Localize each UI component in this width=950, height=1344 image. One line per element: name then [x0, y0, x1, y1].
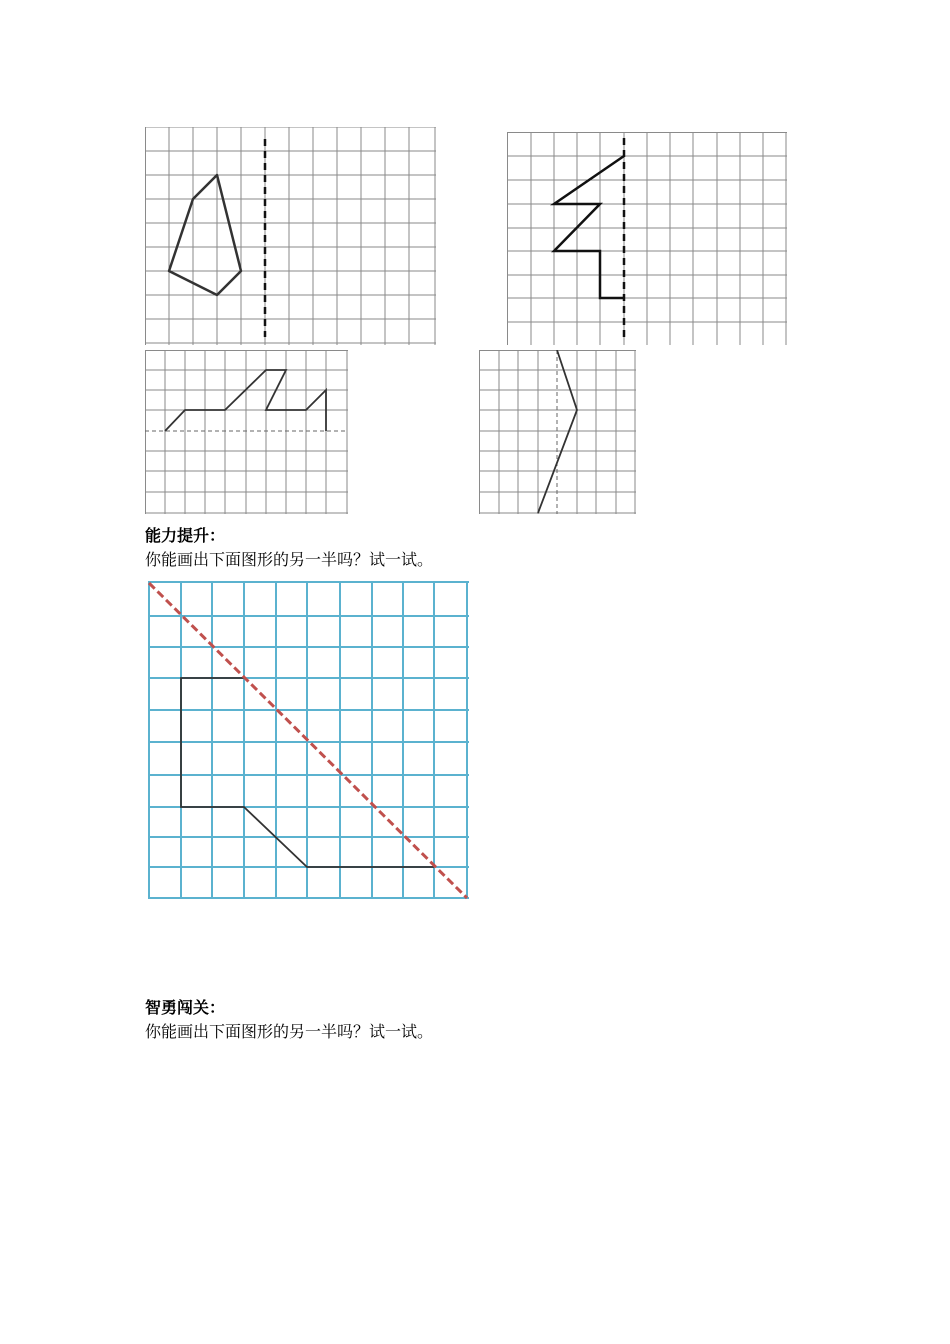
- half-shape: [169, 175, 241, 295]
- grid-figure-3: [145, 350, 349, 514]
- grid-figure-1: [145, 127, 437, 345]
- half-shape: [554, 156, 624, 298]
- section-heading-challenge: 智勇闯关：: [145, 998, 226, 1017]
- grid-figure-4: [479, 350, 637, 514]
- grid-figure-2: [507, 132, 787, 345]
- section-instruction-ability: 你能画出下面图形的另一半吗？试一试。: [145, 550, 434, 569]
- grid-figure-5: [147, 581, 471, 901]
- section-heading-ability: 能力提升：: [145, 526, 226, 545]
- section-instruction-challenge: 你能画出下面图形的另一半吗？试一试。: [145, 1022, 434, 1041]
